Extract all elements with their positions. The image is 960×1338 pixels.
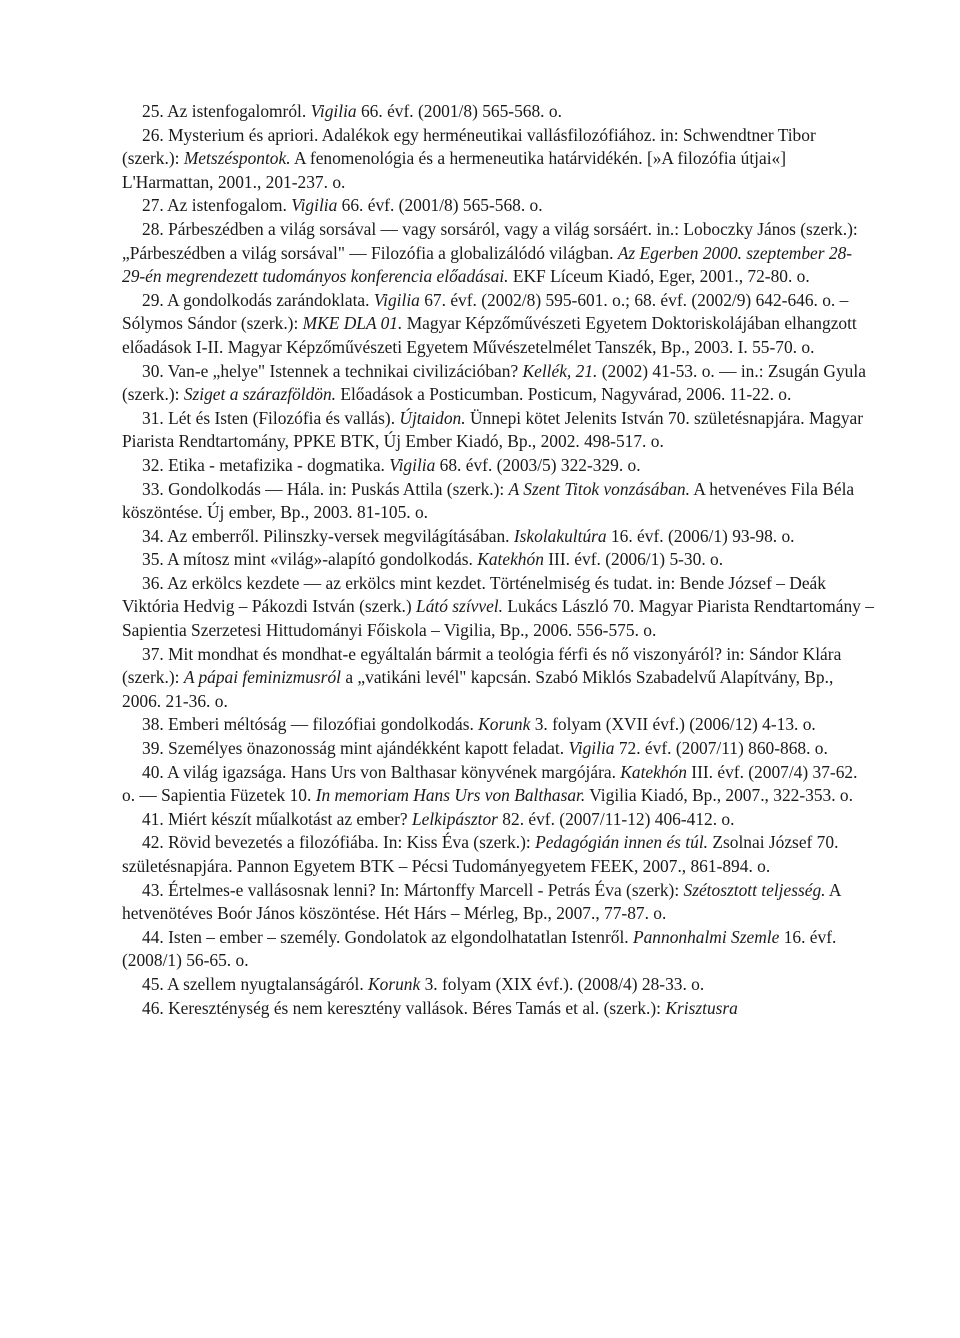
entry-title-italic: Metszéspontok. bbox=[183, 148, 291, 169]
entry-text: 3. folyam (XVII évf.) (2006/12) 4-13. o. bbox=[530, 714, 816, 735]
entry-text: 28. Párbeszédben a világ sorsával — vagy sorsáról, vagy a világ sorsáért. in.: Loboczky János (szerk.): „Párbeszédben a világ sorsával" — Filozófia a globalizálódó világban. bbox=[122, 218, 858, 263]
bibliography-entry bbox=[122, 643, 874, 714]
entry-text: 36. Az erkölcs kezdete — az erkölcs mint kezdet. Történelmiség és tudat. in: Bende József – Deák Viktória Hedvig – Pákozdi István (szerk.) bbox=[122, 572, 826, 617]
entry-title-italic: In memoriam Hans Urs von Balthasar. bbox=[315, 785, 586, 806]
bibliography-entry bbox=[122, 831, 874, 878]
entry-text: Zsolnai József 70. születésnapjára. Pannon Egyetem BTK – Pécsi Tudományegyetem FEEK, 2007., 861-894. o. bbox=[122, 832, 839, 876]
bibliography-page bbox=[122, 100, 874, 1020]
entry-text: III. évf. (2006/1) 5-30. o. bbox=[543, 549, 724, 570]
entry-text: a „vatikáni levél" kapcsán. Szabó Miklós Szabadelvű Alapítvány, Bp., 2006. 21-36. o. bbox=[122, 667, 834, 711]
entry-text: 41. Miért készít műalkotást az ember? bbox=[142, 808, 412, 829]
bibliography-entry bbox=[122, 973, 874, 997]
entry-text: 37. Mit mondhat és mondhat-e egyáltalán bármit a teológia férfi és nő viszonyáról? in: Sándor Klára (szerk.): bbox=[122, 643, 842, 688]
entry-text: 40. A világ igazsága. Hans Urs von Balthasar könyvének margójára. bbox=[142, 761, 621, 782]
entry-text: A fenomenológia és a hermeneutika határvidékén. [»A filozófia útjai«] L'Harmattan, 2001., 201-237. o. bbox=[122, 148, 787, 192]
entry-title-italic: Az Egerben 2000. szeptember 28-29-én megrendezett tudományos konferencia előadásai. bbox=[122, 242, 853, 287]
entry-text: 16. évf. (2008/1) 56-65. o. bbox=[122, 926, 837, 971]
entry-text: (2002) 41-53. o. — in.: Zsugán Gyula (szerk.): bbox=[122, 360, 866, 405]
entry-title-italic: Sziget a szárazföldön. bbox=[183, 384, 336, 405]
entry-title-italic: Pedagógián innen és túl. bbox=[535, 832, 709, 853]
bibliography-entry bbox=[122, 761, 874, 808]
entry-text: 82. évf. (2007/11-12) 406-412. o. bbox=[497, 808, 735, 829]
entry-text: 39. Személyes önazonosság mint ajándékként kapott feladat. bbox=[142, 738, 569, 759]
entry-title-italic: Korunk bbox=[368, 973, 421, 994]
entry-text: 38. Emberi méltóság — filozófiai gondolkodás. bbox=[142, 714, 479, 735]
bibliography-entry bbox=[122, 289, 874, 360]
entry-title-italic: MKE DLA 01. bbox=[302, 313, 403, 334]
entry-title-italic: Szétosztott teljesség. bbox=[683, 879, 826, 900]
entry-title-italic: Vigilia bbox=[310, 101, 357, 121]
entry-title-italic: Kellék, 21. bbox=[522, 360, 598, 381]
bibliography-entry bbox=[122, 879, 874, 926]
entry-title-italic: Újtaidon. bbox=[399, 407, 466, 428]
entry-text: 33. Gondolkodás — Hála. in: Puskás Attila (szerk.): bbox=[142, 478, 509, 499]
entry-text: 32. Etika - metafizika - dogmatika. bbox=[142, 454, 390, 475]
entry-text: 25. Az istenfogalomról. bbox=[142, 101, 311, 121]
bibliography-entry bbox=[122, 997, 874, 1021]
entry-text: Előadások a Posticumban. Posticum, Nagyvárad, 2006. 11-22. o. bbox=[336, 384, 792, 405]
entry-text: A hetvenéves Fila Béla köszöntése. Új ember, Bp., 2003. 81-105. o. bbox=[122, 478, 855, 523]
bibliography-entry bbox=[122, 194, 874, 218]
bibliography-entry bbox=[122, 218, 874, 289]
entry-title-italic: Lelkipásztor bbox=[411, 808, 498, 829]
entry-text: A hetvenötéves Boór János köszöntése. Hét Hárs – Mérleg, Bp., 2007., 77-87. o. bbox=[122, 879, 841, 924]
bibliography-entry bbox=[122, 360, 874, 407]
entry-text: 30. Van-e „helye" Istennek a technikai civilizációban? bbox=[142, 360, 523, 381]
entry-title-italic: Katekhón bbox=[620, 761, 687, 782]
entry-text: 29. A gondolkodás zarándoklata. bbox=[142, 289, 374, 310]
entry-text: 43. Értelmes-e vallásosnak lenni? In: Mártonffy Marcell - Petrás Éva (szerk): bbox=[142, 879, 684, 900]
entry-title-italic: Korunk bbox=[478, 714, 531, 735]
entry-title-italic: Krisztusra bbox=[665, 997, 738, 1018]
bibliography-entry bbox=[122, 525, 874, 549]
entry-text: 27. Az istenfogalom. bbox=[142, 195, 292, 216]
entry-text: EKF Líceum Kiadó, Eger, 2001., 72-80. o. bbox=[508, 266, 810, 287]
entry-title-italic: Vigilia bbox=[373, 289, 420, 310]
bibliography-entry bbox=[122, 478, 874, 525]
entry-text: 3. folyam (XIX évf.). (2008/4) 28-33. o. bbox=[420, 973, 705, 994]
entry-text: Lukács László 70. Magyar Piarista Rendtartomány – Sapientia Szerzetesi Hittudományi Főiskola – Vigilia, Bp., 2006. 556-575. o. bbox=[122, 596, 874, 641]
entry-title-italic: A pápai feminizmusról bbox=[183, 667, 341, 688]
bibliography-entry bbox=[122, 124, 874, 195]
bibliography-entry bbox=[122, 454, 874, 478]
entry-text: Magyar Képzőművészeti Egyetem Doktoriskolájában elhangzott előadások I-II. Magyar Képzőművészeti Egyetem Művészetelmélet Tanszék, Bp., 2003. I. 55-70. o. bbox=[122, 313, 857, 357]
entry-text: 67. évf. (2002/8) 595-601. o.; 68. évf. (2002/9) 642-646. o. – Sólymos Sándor (szerk.): bbox=[122, 289, 849, 334]
entry-title-italic: Látó szívvel. bbox=[416, 596, 503, 617]
entry-title-italic: Vigilia bbox=[568, 738, 615, 759]
entry-title-italic: Vigilia bbox=[389, 454, 436, 475]
bibliography-entry bbox=[122, 407, 874, 454]
bibliography-entry bbox=[122, 808, 874, 832]
entry-text: 26. Mysterium és apriori. Adalékok egy herméneutikai vallásfilozófiához. in: Schwendtner Tibor (szerk.): bbox=[122, 124, 816, 169]
entry-text: 72. évf. (2007/11) 860-868. o. bbox=[614, 738, 828, 759]
entry-text: 45. A szellem nyugtalanságáról. bbox=[142, 973, 369, 994]
entry-title-italic: Iskolakultúra bbox=[513, 525, 607, 546]
bibliography-entry bbox=[122, 100, 874, 124]
entry-text: 34. Az emberről. Pilinszky-versek megvilágításában. bbox=[142, 525, 514, 546]
bibliography-entry bbox=[122, 572, 874, 643]
entry-text: 35. A mítosz mint «világ»-alapító gondolkodás. bbox=[142, 549, 478, 570]
entry-text: 68. évf. (2003/5) 322-329. o. bbox=[435, 454, 641, 475]
entry-text: 31. Lét és Isten (Filozófia és vallás). bbox=[142, 407, 400, 428]
entry-text: 44. Isten – ember – személy. Gondolatok az elgondolhatatlan Istenről. bbox=[142, 926, 633, 947]
entry-text: 46. Kereszténység és nem keresztény vallások. Béres Tamás et al. (szerk.): bbox=[142, 997, 666, 1018]
entry-text: Ünnepi kötet Jelenits István 70. születésnapjára. Magyar Piarista Rendtartomány, PPKE BTK, Új Ember Kiadó, Bp., 2002. 498-517. o. bbox=[122, 407, 864, 452]
entry-text: 66. évf. (2001/8) 565-568. o. bbox=[337, 195, 543, 216]
entry-title-italic: A Szent Titok vonzásában. bbox=[508, 478, 690, 499]
bibliography-entry bbox=[122, 737, 874, 761]
bibliography-entry bbox=[122, 713, 874, 737]
entry-text: III. évf. (2007/4) 37-62. o. — Sapientia Füzetek 10. bbox=[122, 761, 858, 806]
entry-text: 16. évf. (2006/1) 93-98. o. bbox=[606, 525, 795, 546]
entry-title-italic: Katekhón bbox=[477, 549, 544, 570]
entry-title-italic: Vigilia bbox=[291, 195, 338, 216]
entry-text: 42. Rövid bevezetés a filozófiába. In: Kiss Éva (szerk.): bbox=[142, 832, 536, 853]
entry-text: 66. évf. (2001/8) 565-568. o. bbox=[356, 101, 562, 121]
entry-text: Vigilia Kiadó, Bp., 2007., 322-353. o. bbox=[585, 785, 853, 806]
bibliography-entry bbox=[122, 926, 874, 973]
bibliography-entry bbox=[122, 548, 874, 572]
entry-title-italic: Pannonhalmi Szemle bbox=[632, 926, 780, 947]
